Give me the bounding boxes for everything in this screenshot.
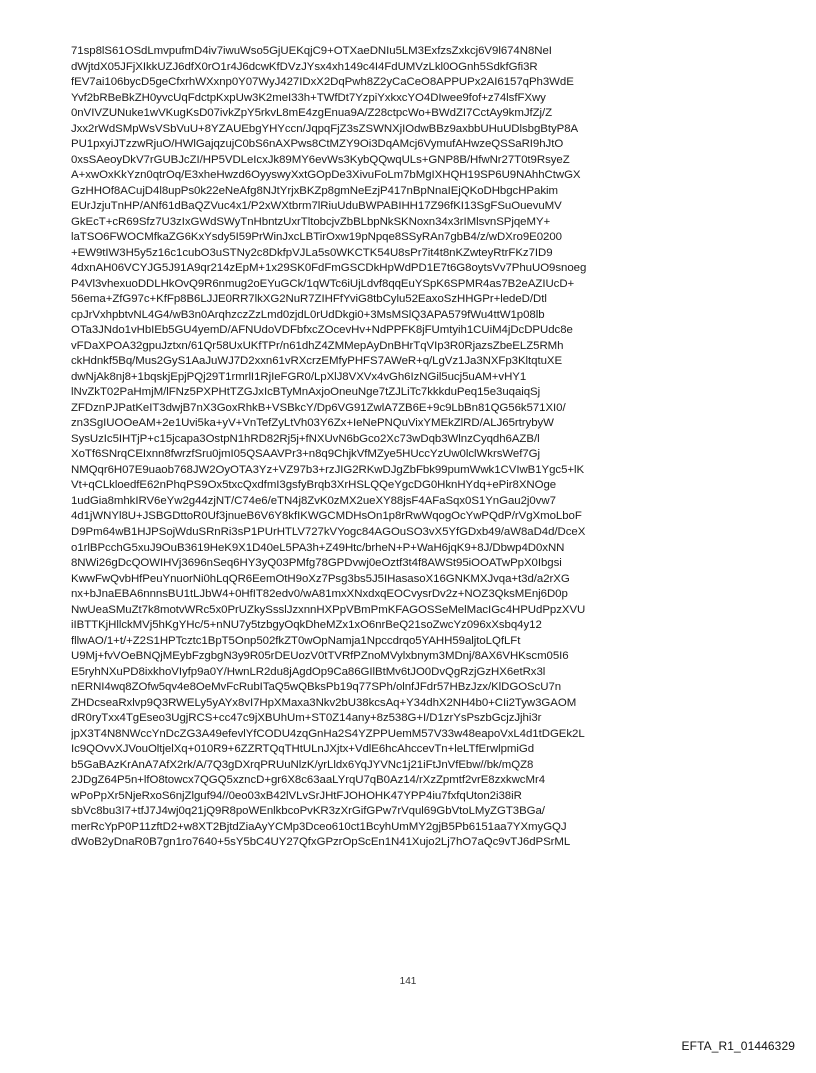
text-line: fEV7ai106bycD5geCfxrhWXxnp0Y07WyJ427IDxX2DqPwh8Z2yCaCeO8APPUPx2AI6157qPh3WdE: [71, 76, 574, 89]
text-line: nx+bJnaEBA6nnnsBU1tLJbW4+0HfIT82edv0/wA81mxXNxdxqEOCvysrDv2z+NOZ3QksMEnj6D0p: [71, 588, 568, 601]
text-line: ZHDcseaRxlvp9Q3RWELy5yAYx8vI7HpXMaxa3Nkv2bU38kcsAq+Y34dhX2NH4b0+CIi2Tyw3GAOM: [71, 696, 577, 709]
text-line: wPoPpXr5NjeRxoS6njZlguf94//0eo03xB42lVLvSrJHtFJOHOHK47YPP4iu7fxfqUton2i38iR: [71, 789, 522, 802]
text-line: PU1pxyiJTzzwRjuO/HWlGajqzujC0bS6nAXPws8CtMZY9Oi3DqAMcj6VymufAHwzeQSSaRI9hJtO: [71, 138, 564, 151]
text-line: 1udGia8mhkIRV6eYw2g44zjNT/C74e6/eTN4j8ZvK0zMX2ueXY88jsF4AFaSqx0S1YnGau2j0vw7: [71, 494, 556, 507]
text-line: sbVc8bu3I7+tfJ7J4wj0q21jQ9R8poWEnlkbcoPvKR3zXrGifGPw7rVqul69GbVtoLMyZGT3BGa/: [71, 805, 545, 818]
text-line: o1rlBPcchG5xuJ9OuB3619HeK9X1D40eL5PA3h+Z49Htc/brheN+P+WaH6jqK9+8J/Dbwp4D0xNN: [71, 541, 565, 554]
text-line: 56ema+ZfG97c+KfFp8B6LJJE0RR7lkXG2NuR7ZIHFfYviG8tbCylu52EaxoSzHHGPr+ledeD/Dtl: [71, 293, 547, 306]
text-line: 71sp8lS61OSdLmvpufmD4iv7iwuWso5GjUEKqjC9+OTXaeDNIu5LM3ExfzsZxkcj6V9l674N8NeI: [71, 45, 552, 57]
text-line: 4d1jWNYl8U+JSBGDttoR0Uf3jnueB6V6Y8kfIKWGCMDHsOn1p8rRwWqogOcYwPQdP/rVgXmoLboF: [71, 510, 582, 523]
text-line: NMQqr6H07E9uaob768JW2OyOTA3Yz+VZ97b3+rzJIG2RKwDJgZbFbk99pumWwk1CVIwB1Ygc5+lK: [71, 463, 585, 476]
text-line: NwUeaSMuZt7k8motvWRc5x0PrUZkySsslJzxnnHXPpVBmPmKFAGOSSeMelMacIGc4HPUdPpzXVU: [71, 603, 586, 616]
text-line: 0xsSAeoyDkV7rGUBJcZI/HP5VDLeIcxJk89MY6evWs3KybQQwqULs+GNP8B/HfwNr27T0t9RsyeZ: [71, 153, 570, 166]
text-line: ckHdnkf5Bq/Mus2GyS1AaJuWJ7D2xxn61vRXcrzEMfyPHFS7AWeR+q/LgVz1Ja3NXFp3KltqtuXE: [71, 355, 563, 368]
text-line: D9Pm64wB1HJPSojWduSRnRi3sP1PUrHTLV727kVYogc84AGOuSO3vX5YfGDxb49/aW8aD4d/DceX: [71, 525, 586, 538]
text-line: dWjtdX05JFjXIkkUZJ6dfX0rO1r4J6dcwKfDVzJYsx4xh149c4I4FdUMVzLkl0OGnh5SdkfGfi3R: [71, 60, 538, 73]
text-line: vFDaXPOA32gpuJztxn/61Qr58UxUKfTPr/n61dhZ4ZMMepAyDnBHrTqVIp3R0RjazsZbeELZ5RMh: [71, 339, 564, 352]
text-line: SysUzIc5IHTjP+c15jcapa3OstpN1hRD82Rj5j+fNXUvN6bGco2Xc73wDqb3WlnzCyqdh6AZB/l: [71, 432, 540, 445]
text-line: Vt+qCLkloedfE62nPhqPS9Ox5txcQxdfmI3gsfyBrqb3XrHSLQQeYgcDG0HknHYdq+ePir8XNOge: [71, 479, 557, 492]
text-line: 8NWi26gDcQOWIHVj3696nSeq6HY3yQ03PMfg78GPDvwj0eOztf3t4f8AWSt95iOOATwPpX0Ibgsi: [71, 557, 562, 570]
text-line: 4dxnAH06VCYJG5J91A9qr214zEpM+1x29SK0FdFmGSCDkHpWdPD1E7t6G8oytsVv7PhuUO9snoeg: [71, 262, 587, 275]
text-line: b5GaBAzKrAnA7AfX2rk/A/7Q3gDXrqPRUuNlzK/yrLldx6YqJYVNc1j21iFtJnVfEbw//bk/mQZ8: [71, 758, 534, 771]
page-number: 141: [399, 976, 417, 987]
text-line: jpX3T4N8NWccYnDcZG3A49efevlYfCODU4zqGnHa2S4YZPPUemM57V33w48eapoVxL4d1tDGEk2L: [71, 727, 585, 740]
text-line: dwNjAk8nj8+1bqskjEpjPQj29T1rmrlI1RjIeFGR0/LpXlJ8VXVx4vGh6IzNGil5ucj5uAM+vHY1: [71, 370, 527, 383]
text-line: dR0ryTxx4TgEseo3UgjRCS+cc47c9jXBUhUm+ST0Z14any+8z538G+I/D1zrYsPszbGcjzJjhi3r: [71, 712, 542, 725]
text-line: KwwFwQvbHfPeuYnuorNi0hLqQR6EemOtH9oXz7Psg3bs5J5IHasasoX16GNKMXJvqa+t3d/a2rXG: [71, 572, 570, 585]
text-line: zn3SgIUOOeAM+2e1Uvi5ka+yV+VnTefZyLtVh03Y6Zx+IeNePNQuVixYMEkZlRD/ALJ65rtrybyW: [71, 417, 554, 430]
text-line: EUrJzjuTnHP/ANf61dBaQZVuc4x1/P2xWXtbrm7lRiuUduBWPABIHH17Z96fKI13SgFSuOuevuMV: [71, 200, 562, 213]
text-line: Yvf2bRBeBkZH0yvcUqFdctpKxpUw3K2meI33h+TWfDt7YzpiYxkxcYO4DIwee9fof+z74lsfFXwy: [71, 91, 546, 104]
text-line: lNvZkT02PaHmjM/lFNz5PXPHtTZGJxIcBTyMnAxjoOneuNge7tZJLiTc7kkkduPeq15e3uqaiqSj: [71, 386, 541, 399]
text-line: fllwAO/1+t/+Z2S1HPTcztc1BpT5Onp502fkZT0wOpNamja1Npccdrqo5YAHH59aljtoLQfLFt: [71, 634, 521, 647]
text-line: A+xwOxKkYzn0qtrOq/E3xheHwzd6OyyswyXxtGOpDe3XivuFoLm7bMgIXHQH19SP6U9NAhhCtwGX: [71, 169, 581, 182]
text-line: laTSO6FWOCMfkaZG6KxYsdy5I59PrWinJxcLBTirOxw19pNpqe8SSyRAn7gbB4/z/wDXro9E0200: [71, 231, 562, 244]
text-line: dWoB2yDnaR0B7gn1ro7640+5sY5bC4UY27QfxGPzrOpScEn1N41Xujo2Lj7hO7aQc9vTJ6dPSrML: [71, 836, 571, 849]
text-line: Ic9QOvvXJVouOltjelXq+010R9+6ZZRTQqTHtULnJXjtx+VdlE6hcAhccevTn+leLTfErwlpmiGd: [71, 743, 535, 756]
text-line: E5ryhNXuPD8ixkhoVIyfp9a0Y/HwnLR2du8jAgdOp9Ca86GIlBtMv6tJO0DvQgRzjGzHX6etRx3l: [71, 665, 546, 678]
text-line: ZFDznPJPatKeIT3dwjB7nX3GoxRhkB+VSBkcY/Dp6VG91ZwlA7ZB6E+9c9LbBn81QG56k571XI0/: [71, 401, 566, 414]
text-line: OTa3JNdo1vHbIEb5GU4yemD/AFNUdoVDFbfxcZOcevHv+NdPPFK8jFUmtyih1CUiM4jDcDPUdc8e: [71, 324, 573, 337]
text-line: iIBTTKjHllckMVj5hKgYHc/5+nNU7y5tzbgyOqkDheMZx1xO6nrBeQ21soZwcYz096xXsbq4y12: [71, 619, 542, 632]
text-line: merRcYpP0P11zftD2+w8XT2BjtdZiaAyYCMp3Dceo610ct1BcyhUmMY2gjB5Pb6151aa7YXmyGQJ: [71, 820, 567, 833]
text-line: 0nVIVZUNuke1wVKugKsD07ivkZpY5rkvL8mE4zgEnua9A/Z28ctpcWo+BWdZI7CctAy9kmJfZj/Z: [71, 107, 553, 120]
text-line: Jxx2rWdSMpWsVSbVuU+8YZAUEbgYHYccn/JqpqFjZ3sZSWNXjIOdwBBz9axbbUHuUDlsbgBtyP8A: [71, 122, 579, 135]
text-line: P4Vl3vhexuoDDLHkOvQ9R6nmug2oEYuGCk/1qWTc6iUjLdvf8qqEuYSpK6SPMR4as7B2eAZIUcD+: [71, 277, 575, 290]
text-line: nERNI4wq8ZOfw5qv4e8OeMvFcRubITaQ5wQBksPb19q77SPh/olnfJFdr57HBzJzx/KlDGOScU7n: [71, 681, 562, 694]
text-line: GzHHOf8ACujD4l8upPs0k22eNeAfg8NJtYrjxBKZp8gmNeEzjP417nBpNnaIEjQKoDHbgcHPakim: [71, 184, 558, 197]
text-line: XoTf6SNrqCEIxnn8fwrzfSru0jmI05QSAAVPr3+n8q9ChjkVfMZye5HUccYzUw0lclWkrsWef7Gj: [71, 448, 540, 461]
text-line: +EW9tIW3H5y5z16c1cubO3uSTNy2c8DkfpVJLa5s0WKCTK54U8sPr7it4t8nKZwteyRtrFKz7ID9: [71, 246, 553, 259]
text-line: GkEcT+cR69Sfz7U3zIxGWdSWyTnHbntzUxrTltobcjvZbBLbpNkSKNoxn34x3rIMlsvnSPjqeMY+: [71, 215, 551, 228]
text-line: cpJrVxhpbtvNL4G4/wB3n0ArqhzczZzLmd0zjdL0rUdDkgi0+3MsMSlQ3APA579fWu4ttW1p08lb: [71, 308, 545, 321]
document-id: EFTA_R1_01446329: [681, 1039, 795, 1053]
encoded-text-block: [71, 44, 751, 851]
text-line: 2JDgZ64P5n+lfO8towcx7QGQ5xzncD+gr6X8c63aaLYrqU7qB0Az14/rXzZpmtf2vrE8zxkwcMr4: [71, 774, 546, 787]
text-line: U9Mj+fvVOeBNQjMEybFzgbgN3y9R05rDEUozV0tTVRfPZnoMVylxbnym3MDnj/8AX6VHKscm05I6: [71, 650, 569, 663]
